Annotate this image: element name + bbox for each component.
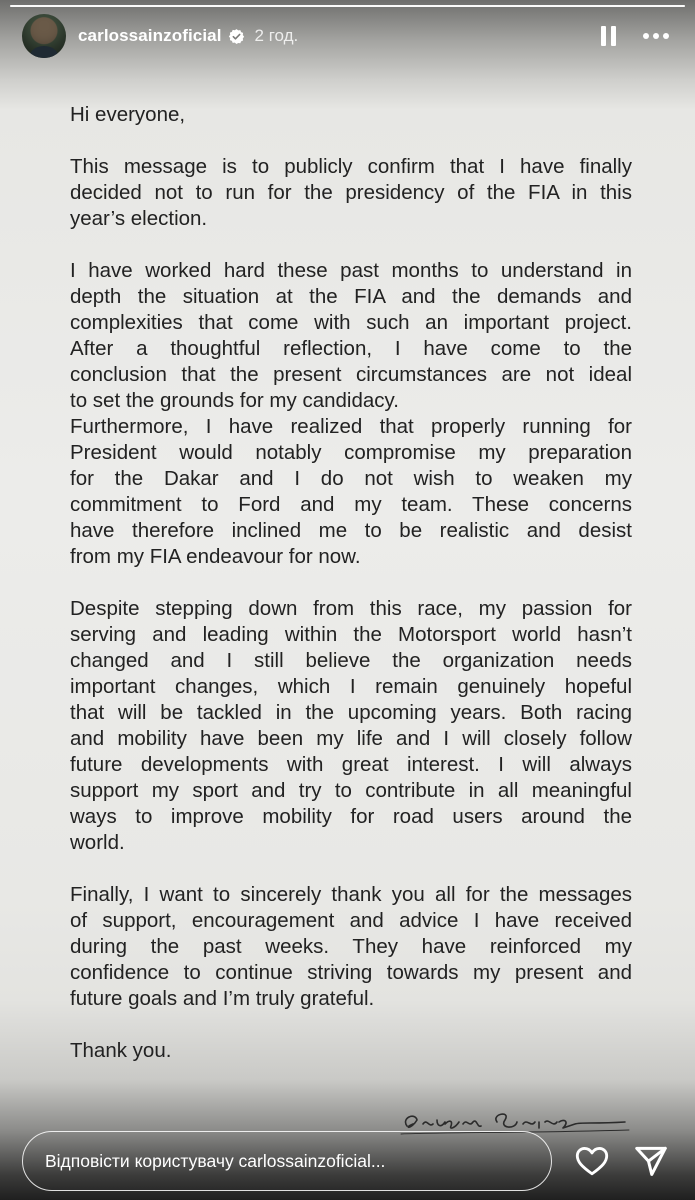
letter-line: complexities that come with such an important project.	[70, 311, 632, 334]
more-options-icon	[643, 33, 649, 39]
pause-button[interactable]	[595, 23, 621, 49]
letter-line: future goals and I’m truly grateful.	[70, 987, 375, 1010]
letter-line: world.	[70, 831, 125, 854]
reply-input-placeholder: Відповісти користувачу carlossainzoficial...	[45, 1150, 386, 1171]
letter-paragraph-1	[70, 154, 632, 232]
letter-paragraph-3	[70, 596, 632, 856]
story-progress-bar	[10, 5, 685, 7]
letter-line: during the past weeks. They have reinforced my	[70, 935, 632, 958]
letter-line: that will be tackled in the upcoming years. Both racing	[70, 701, 632, 724]
letter-line: future developments with great interest. I will always	[70, 753, 632, 776]
pause-icon	[601, 26, 606, 46]
letter-line: important changes, which I remain genuinely hopeful	[70, 675, 632, 698]
letter-line: of support, encouragement and advice I have received	[70, 909, 632, 932]
letter-line: After a thoughtful reflection, I have come to the	[70, 337, 632, 360]
letter-line: to set the grounds for my candidacy.	[70, 389, 399, 412]
letter-line: serving and leading within the Motorsport world hasn’t	[70, 623, 632, 646]
letter-line: from my FIA endeavour for now.	[70, 545, 361, 568]
letter-line: Finally, I want to sincerely thank you all for the messages	[70, 883, 632, 906]
reply-input[interactable]	[22, 1131, 552, 1191]
heart-icon[interactable]	[574, 1143, 610, 1179]
send-icon[interactable]	[632, 1142, 670, 1180]
letter-line: depth the situation at the FIA and the demands and	[70, 285, 632, 308]
letter-line: conclusion that the present circumstances are not ideal	[70, 363, 632, 386]
letter-line: ways to improve mobility for road users around the	[70, 805, 632, 828]
username[interactable]: carlossainzoficial	[78, 26, 222, 45]
letter-line: confidence to continue striving towards my present and	[70, 961, 632, 984]
letter-line: have therefore inclined me to be realistic and desist	[70, 519, 632, 542]
letter-line: Furthermore, I have realized that properly running for	[70, 415, 632, 438]
letter-line: support my sport and try to contribute in all meaningful	[70, 779, 632, 802]
verified-badge-icon	[228, 28, 245, 45]
story-header	[22, 13, 673, 59]
letter-line: I have worked hard these past months to understand in	[70, 259, 632, 282]
avatar[interactable]	[22, 14, 66, 58]
letter-line: President would notably compromise my preparation	[70, 441, 632, 464]
letter-line: and mobility have been my life and I will closely follow	[70, 727, 632, 750]
statement-letter	[70, 102, 632, 1064]
letter-line: changed and I still believe the organization needs	[70, 649, 632, 672]
letter-line: year’s election.	[70, 207, 208, 230]
letter-line: for the Dakar and I do not wish to weaken my	[70, 467, 632, 490]
story-progress-fill	[10, 5, 685, 7]
letter-line: commitment to Ford and my team. These concerns	[70, 493, 632, 516]
letter-line: decided not to run for the presidency of the FIA in this	[70, 181, 632, 204]
letter-greeting: Hi everyone,	[70, 103, 186, 126]
letter-paragraph-2	[70, 258, 632, 570]
letter-line: This message is to publicly confirm that I have finally	[70, 155, 632, 178]
letter-paragraph-4	[70, 882, 632, 1012]
letter-line: Despite stepping down from this race, my passion for	[70, 597, 632, 620]
more-options-button[interactable]	[639, 23, 673, 49]
letter-closing: Thank you.	[70, 1039, 172, 1062]
story-timestamp: 2 год.	[254, 26, 299, 45]
